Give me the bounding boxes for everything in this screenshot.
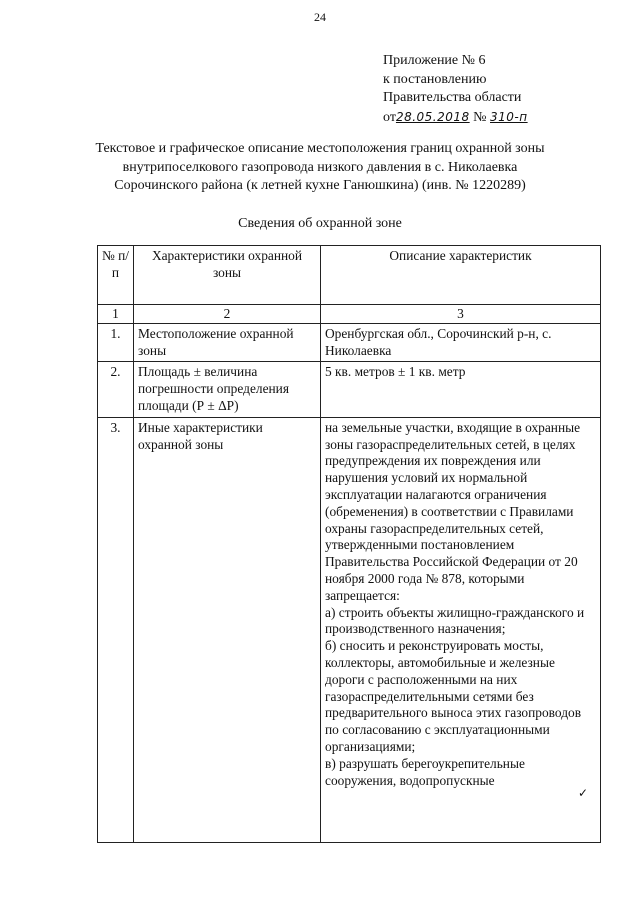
appendix-label: Приложение № 6 [383,53,486,68]
appendix-government: Правительства области [383,90,522,105]
zone-table [97,245,601,843]
number-prefix: № [473,109,487,125]
appendix-date-line [383,108,528,128]
header-characteristic: Характеристики охранной зоны [134,246,321,305]
table-row [98,323,601,362]
date-prefix: от [383,109,396,125]
handwritten-date: 28.05.2018 [395,109,470,124]
appendix-block [383,52,528,127]
pen-tick-mark: ✓ [578,786,589,800]
handwritten-number: 310-п [490,109,528,124]
row-characteristic: Площадь ± величина погрешности определения площади (Р ± ΔР) [134,362,321,417]
table-column-numbers-row [98,305,601,324]
row-description: Оренбургская обл., Сорочинский р-н, с. Николаевка [321,323,601,362]
row-characteristic: Иные характеристики охранной зоны [134,417,321,842]
row-number: 2. [98,362,134,417]
page-number: 24 [314,10,326,24]
column-number: 2 [134,305,321,324]
row-characteristic: Местоположение охранной зоны [134,323,321,362]
header-number: № п/п [98,246,134,305]
row-number: 1. [98,323,134,362]
row-description: 5 кв. метров ± 1 кв. метр [321,362,601,417]
table-header-row [98,246,601,305]
column-number: 3 [321,305,601,324]
table-row [98,362,601,417]
column-number: 1 [98,305,134,324]
document-title: Текстовое и графическое описание местоположения границ охранной зоны внутрипоселкового газопровода низкого давления в с. Николаевка Сорочинского района (к летней кухне Ганюшкина) (инв. № 1220289) [95,141,545,193]
appendix-resolution: к постановлению [383,71,487,87]
row-number: 3. [98,417,134,842]
table-row [98,417,601,842]
section-title: Сведения об охранной зоне [238,216,402,231]
header-description: Описание характеристик [321,246,601,305]
row-description: на земельные участки, входящие в охранные зоны газораспределительных сетей, в целях предупреждения их повреждения или нарушения условий их нормальной эксплуатации налагаются ограничения (обременения) в соответствии с Правилами охраны газораспределительных сетей, утвержденными постановлением Правительства Российской Федерации от 20 ноября 2000 года № 878, которыми запрещается: а) строить объекты жилищно-гражданского и производственного назначения; б) сносить и реконструировать мосты, коллекторы, автомобильные и железные дороги с расположенными на них газораспределительными сетями без предварительного выноса этих газопроводов по согласованию с эксплуатационными организациями; в) разрушать берегоукрепительные сооружения, водопропускные [321,417,601,842]
